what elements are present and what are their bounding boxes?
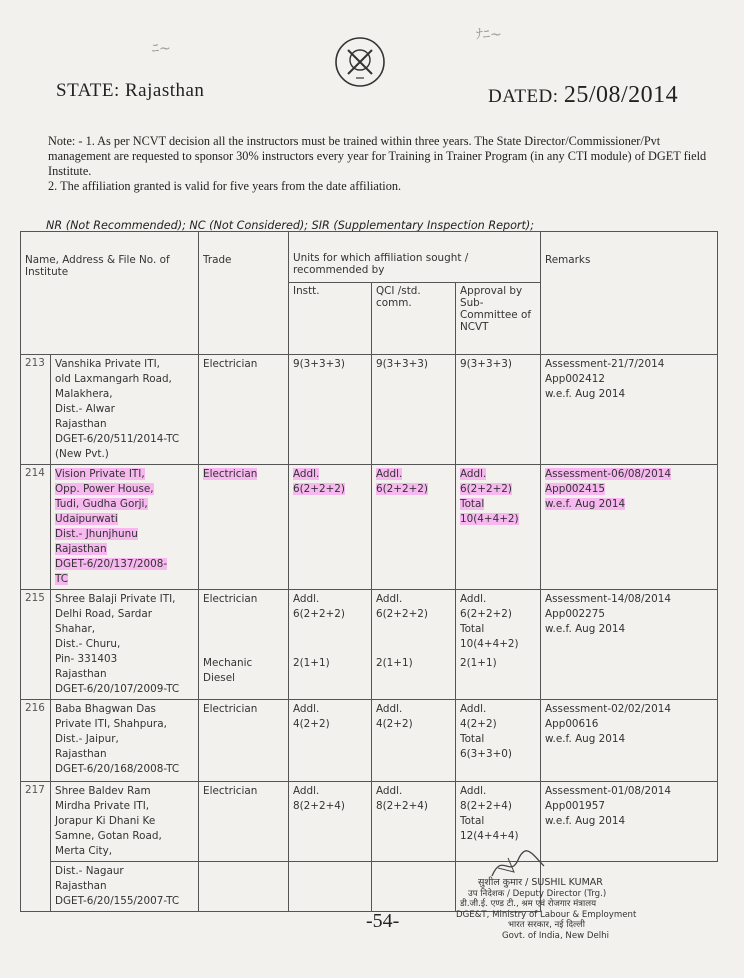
empty-cell <box>289 862 372 912</box>
units-secondary: 2(1+1) <box>293 657 330 669</box>
table-row <box>21 355 718 465</box>
table-row <box>21 700 718 782</box>
institute-details <box>51 465 199 590</box>
units-primary: Addl. 6(2+2+2) <box>293 593 345 620</box>
header-qci: QCI /std. comm. <box>372 283 456 355</box>
remarks-cell: Assessment-01/08/2014 App001957 w.e.f. Aug 2014 <box>541 782 718 862</box>
instt-units: Addl. 4(2+2) <box>289 700 372 782</box>
trade-cell <box>199 590 289 700</box>
highlighted-text: Electrician <box>203 468 258 480</box>
highlighted-text: Addl. 6(2+2+2) <box>376 468 428 495</box>
units-primary: Addl. 6(2+2+2) Total 10(4+4+2) <box>460 593 519 650</box>
signatory-govt-hindi: भारत सरकार, नई दिल्ली <box>508 920 585 930</box>
header-approval: Approval by Sub-Committee of NCVT <box>456 283 541 355</box>
institute-details: Shree Balaji Private ITI, Delhi Road, Sardar Shahar, Dist.- Churu, Pin- 331403 Rajasthan DGET-6/20/107/2009-TC <box>51 590 199 700</box>
trade-cell: Electrician <box>199 355 289 465</box>
institute-details: Baba Bhagwan Das Private ITI, Shahpura, Dist.- Jaipur, Rajasthan DGET-6/20/168/2008-TC <box>51 700 199 782</box>
row-number: 213 <box>21 355 51 465</box>
row-number: 216 <box>21 700 51 782</box>
highlighted-text: Addl. 6(2+2+2) Total 10(4+4+2) <box>460 468 519 525</box>
units-secondary: 2(1+1) <box>376 657 413 669</box>
page-number: -54- <box>366 910 400 932</box>
institute-details-continued: Dist.- Nagaur Rajasthan DGET-6/20/155/2007-TC <box>51 862 199 912</box>
header-instt: Instt. <box>289 283 372 355</box>
units-primary: Addl. 6(2+2+2) <box>376 593 428 620</box>
empty-cell <box>199 862 289 912</box>
trade-cell: Electrician <box>199 700 289 782</box>
approval-units <box>456 590 541 700</box>
qci-units <box>372 465 456 590</box>
header-trade: Trade <box>199 232 289 355</box>
signature-block <box>450 846 730 941</box>
table-row <box>21 590 718 700</box>
instt-units <box>289 590 372 700</box>
institute-details: Vanshika Private ITI, old Laxmangarh Road, Malakhera, Dist.- Alwar Rajasthan DGET-6/20/511/2014-TC (New Pvt.) <box>51 355 199 465</box>
row-number: 214 <box>21 465 51 590</box>
qci-units: Addl. 8(2+2+4) <box>372 782 456 862</box>
instt-units <box>289 465 372 590</box>
signatory-department: DGE&T, Ministry of Labour & Employment <box>456 909 637 920</box>
row-number: 217 <box>21 782 51 912</box>
signatory-name: सुशील कुमार / SUSHIL KUMAR <box>478 877 603 888</box>
notes-block <box>48 134 710 194</box>
qci-units: Addl. 4(2+2) <box>372 700 456 782</box>
state-label: STATE: Rajasthan <box>56 80 205 101</box>
signatory-department-hindi: डी.जी.ई. एण्ड टी., श्रम एवं रोजगार मंत्रालय <box>460 899 597 909</box>
instt-units: 9(3+3+3) <box>289 355 372 465</box>
remarks-cell: Assessment-14/08/2014 App002275 w.e.f. Aug 2014 <box>541 590 718 700</box>
approval-units: Addl. 8(2+2+4) Total 12(4+4+4) <box>456 782 541 862</box>
highlighted-text: Vision Private ITI, Opp. Power House, Tudi, Gudha Gorji, Udaipurwati Dist.- Jhunjhunu Rajasthan DGET-6/20/137/2008- TC <box>55 468 168 585</box>
trade-primary: Electrician <box>203 593 258 605</box>
approval-units: 9(3+3+3) <box>456 355 541 465</box>
signatory-designation-hindi: उप निदेशक / Deputy Director (Trg.) <box>468 888 607 899</box>
trade-cell <box>199 465 289 590</box>
table-row <box>21 465 718 590</box>
margin-scribble: ﾅﾆ~ <box>476 27 502 43</box>
approval-units <box>456 465 541 590</box>
emblem-icon <box>334 36 386 88</box>
instt-units: Addl. 8(2+2+4) <box>289 782 372 862</box>
remarks-cell: Assessment-02/02/2014 App00616 w.e.f. Aug 2014 <box>541 700 718 782</box>
highlighted-text: Assessment-06/08/2014 App002415 w.e.f. Aug 2014 <box>545 468 671 510</box>
empty-cell <box>372 862 456 912</box>
dated-prefix: DATED: <box>488 86 559 107</box>
units-secondary: 2(1+1) <box>460 657 497 669</box>
qci-units: 9(3+3+3) <box>372 355 456 465</box>
signatory-govt: Govt. of India, New Delhi <box>502 930 610 941</box>
remarks-cell <box>541 465 718 590</box>
approval-units: Addl. 4(2+2) Total 6(3+3+0) <box>456 700 541 782</box>
header-units: Units for which affiliation sought / recommended by <box>289 232 541 283</box>
dated-value: 25/08/2014 <box>563 82 679 108</box>
dated-label <box>488 82 678 109</box>
row-number: 215 <box>21 590 51 700</box>
trade-secondary: Mechanic Diesel <box>203 657 253 684</box>
trade-cell: Electrician <box>199 782 289 862</box>
note-1: Note: - 1. As per NCVT decision all the instructors must be trained within three years. The State Director/Commissioner/Pvt management are requested to sponsor 30% instructors every year for Training in Trainer Program (in any CTI module) of DGET field Institute. <box>48 134 707 178</box>
margin-scribble: ﾆ~ <box>152 41 171 57</box>
qci-units <box>372 590 456 700</box>
header-name: Name, Address & File No. of Institute <box>21 232 199 355</box>
header-remarks: Remarks <box>541 232 718 355</box>
abbreviation-legend: NR (Not Recommended); NC (Not Considered); SIR (Supplementary Inspection Report); <box>46 219 535 232</box>
note-2: 2. The affiliation granted is valid for five years from the date affiliation. <box>48 179 402 193</box>
affiliation-table <box>20 231 718 912</box>
highlighted-text: Addl. 6(2+2+2) <box>293 468 345 495</box>
remarks-cell: Assessment-21/7/2014 App002412 w.e.f. Aug 2014 <box>541 355 718 465</box>
institute-details: Shree Baldev Ram Mirdha Private ITI, Jorapur Ki Dhani Ke Samne, Gotan Road, Merta City, <box>51 782 199 862</box>
